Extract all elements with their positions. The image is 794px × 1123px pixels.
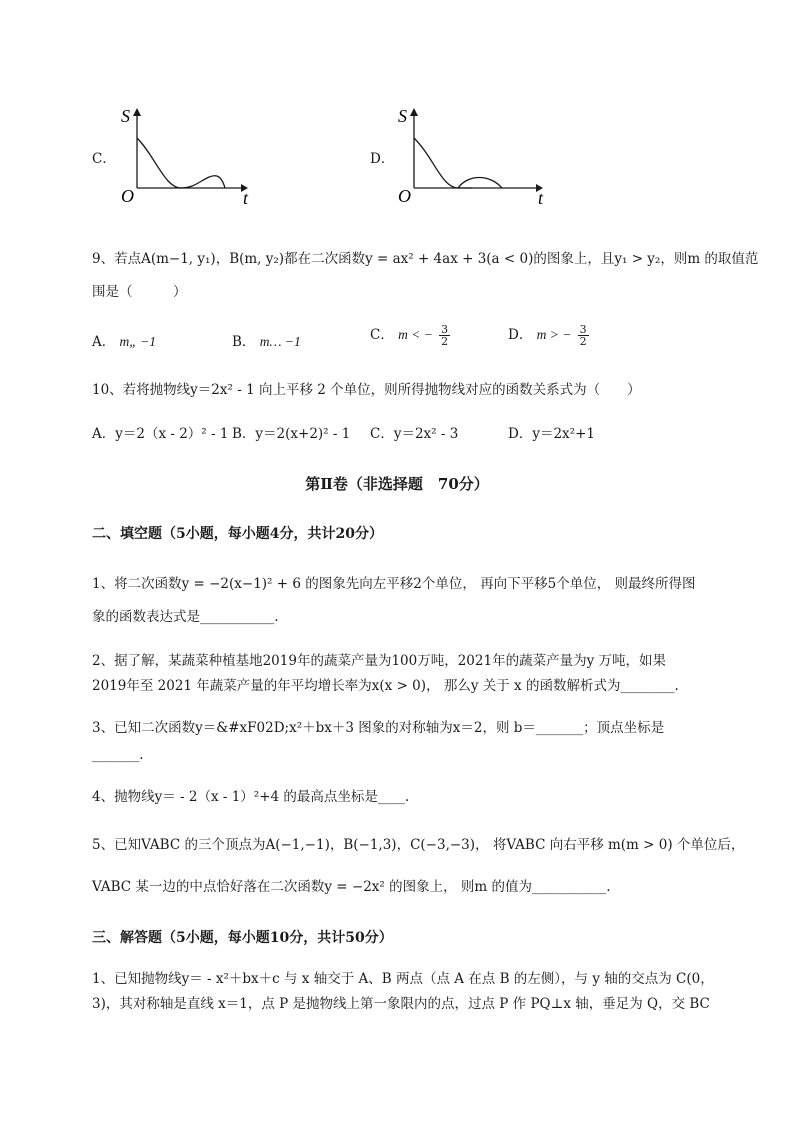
section2-title: 二、填空题（5小题，每小题4分，共计20分） — [92, 526, 383, 542]
option-d-label: D． — [370, 151, 395, 167]
fill-q1-line1: 1、将二次函数y = −2(x−1)² + 6 的图象先向左平移2个单位， 再向下平移5个单位， 则最终所得图 — [92, 576, 696, 592]
q9-option-b — [232, 332, 301, 352]
fill-q3-line1: 3、已知二次函数y＝&#xF02D;x²＋bx＋3 图象的对称轴为x＝2，则 b＝_______；顶点坐标是 — [92, 720, 665, 736]
q9-option-d — [508, 324, 591, 347]
q10-line1: 10、若将抛物线y＝2x² - 1 向上平移 2 个单位，则所得抛物线对应的函数关系式为（ ） — [92, 382, 641, 398]
fill-q2-line2: 2019年至 2021 年蔬菜产量的年平均增长率为x(x > 0)， 那么y 关于 x 的函数解析式为________. — [92, 678, 679, 694]
option-text: m„ −1 — [119, 334, 157, 349]
q9-line2: 围是（ ） — [92, 284, 187, 300]
option-text: m < − — [398, 327, 433, 342]
option-text: y＝2(x+2)² - 1 — [255, 426, 351, 442]
option-label: D． — [508, 327, 533, 343]
s-axis-label: S — [121, 106, 130, 126]
option-text: m > − — [536, 327, 572, 342]
option-label: A． — [92, 426, 116, 442]
option-label: C． — [370, 426, 394, 442]
t-axis-label: t — [538, 188, 544, 208]
s-axis-label: S — [398, 106, 407, 126]
fill-q4-line1: 4、抛物线y＝ - 2（x - 1）²+4 的最高点坐标是____. — [92, 789, 410, 805]
q10-option-a — [92, 424, 228, 444]
option-label: C． — [370, 327, 394, 343]
t-axis-label: t — [243, 188, 249, 208]
fraction-numerator: 3 — [441, 323, 449, 336]
option-c-graph — [115, 104, 255, 212]
q9-line1: 9、若点A(m−1, y₁)，B(m, y₂)都在二次函数y = ax² + 4ax + 3(a < 0)的图象上，且y₁ > y₂，则m 的取值范 — [92, 251, 759, 267]
fraction-denominator: 2 — [579, 335, 587, 348]
option-label: A． — [92, 334, 116, 350]
q9-option-c — [370, 324, 452, 347]
origin-label: O — [398, 186, 411, 206]
q9-option-a — [92, 332, 156, 352]
fill-q3-line2: _______. — [92, 747, 144, 763]
fill-q1-line2: 象的函数表达式是___________. — [92, 609, 279, 625]
origin-label: O — [121, 186, 134, 206]
q10-option-b — [232, 424, 350, 444]
fraction-denominator: 2 — [441, 335, 449, 348]
option-text: y＝2（x - 2）² - 1 — [115, 426, 229, 442]
option-label: B． — [232, 334, 256, 350]
option-c-label: C． — [92, 151, 116, 167]
option-label: D． — [508, 426, 533, 442]
option-text: y＝2x² - 3 — [393, 426, 459, 442]
answer-q1-line2: 3)，其对称轴是直线 x＝1，点 P 是抛物线上第一象限内的点，过点 P 作 PQ⊥x 轴，垂足为 Q，交 BC — [92, 996, 710, 1012]
fill-q2-line1: 2、据了解，某蔬菜种植基地2019年的蔬菜产量为100万吨，2021年的蔬菜产量为y 万吨，如果 — [92, 653, 666, 669]
fill-q5-line2: VABC 某一边的中点恰好落在二次函数y = −2x² 的图象上， 则m 的值为___________. — [92, 879, 611, 895]
fill-q5-line1: 5、已知VABC 的三个顶点为A(−1,−1)，B(−1,3)，C(−3,−3)， 将VABC 向右平移 m(m > 0) 个单位后， — [92, 837, 745, 853]
part2-title: 第Ⅱ卷（非选择题 70分） — [305, 475, 489, 493]
option-text: m… −1 — [259, 334, 301, 349]
answer-q1-line1: 1、已知抛物线y＝ - x²＋bx＋c 与 x 轴交于 A、B 两点（点 A 在点 B 的左侧），与 y 轴的交点为 C(0， — [92, 971, 714, 987]
q10-option-d — [508, 424, 595, 444]
fraction — [439, 324, 450, 347]
section3-title: 三、解答题（5小题，每小题10分，共计50分） — [92, 930, 393, 946]
option-label: B． — [232, 426, 256, 442]
fraction — [578, 324, 589, 347]
option-d-graph — [392, 104, 552, 212]
option-text: y＝2x²+1 — [532, 426, 595, 442]
q10-option-c — [370, 424, 458, 444]
fraction-numerator: 3 — [579, 323, 587, 336]
